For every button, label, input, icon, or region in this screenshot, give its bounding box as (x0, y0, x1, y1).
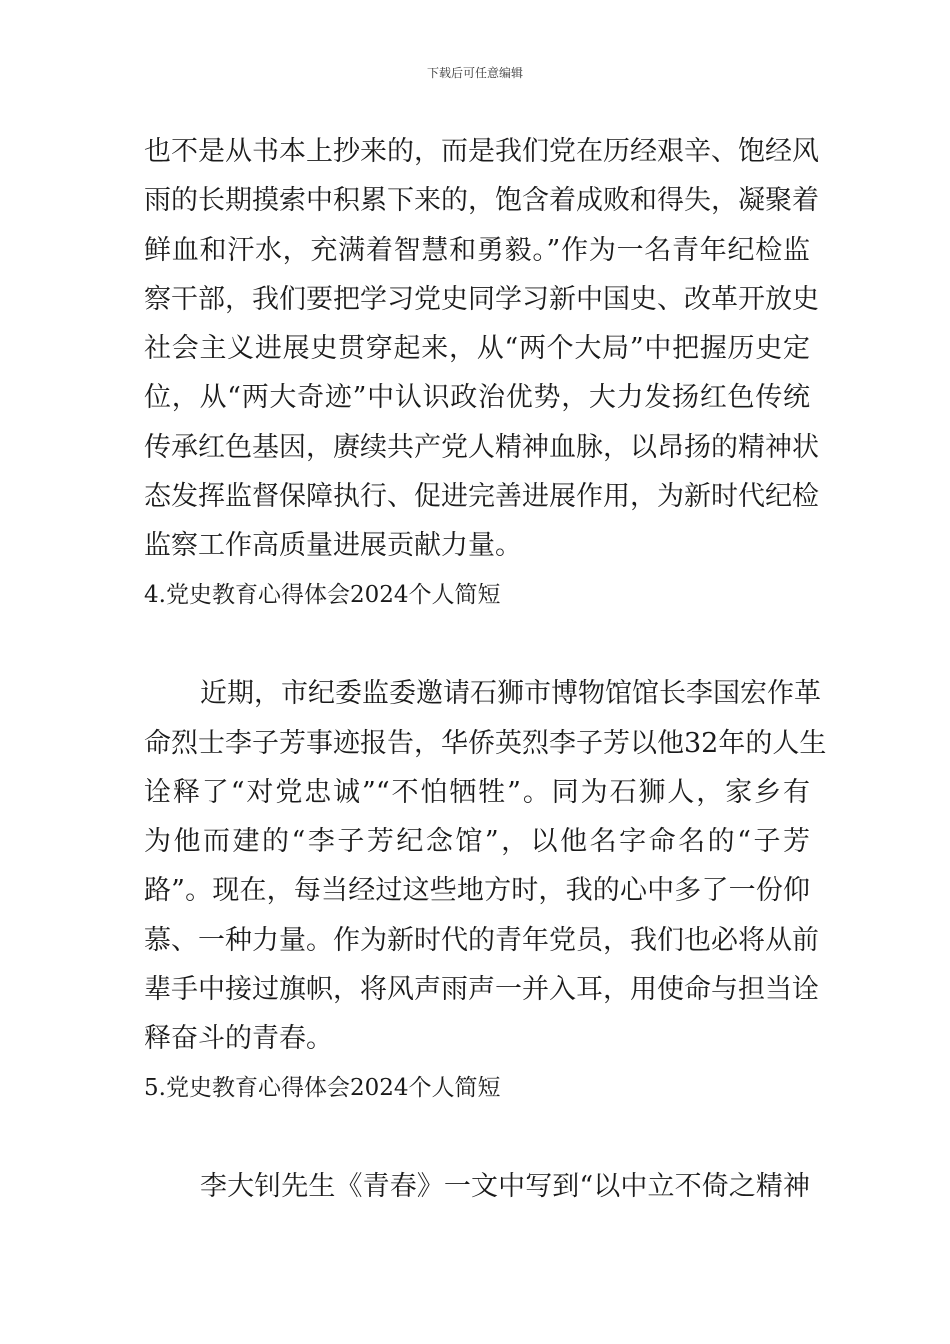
text-line: 雨的长期摸索中积累下来的，饱含着成败和得失，凝聚着 (144, 185, 819, 217)
section-heading-5: 5.党史教育心得体会2024个人简短 (144, 1074, 501, 1101)
paragraph-3 (144, 1162, 810, 1211)
text-line: 释奋斗的青春。 (144, 1023, 333, 1055)
paragraph-2 (144, 669, 827, 1063)
text-line: 位，从“两大奇迹”中认识政治优势，大力发扬红色传统 (144, 382, 810, 414)
text-line: 社会主义进展史贯穿起来，从“两个大局”中把握历史定 (144, 333, 810, 365)
text-line: 也不是从书本上抄来的，而是我们党在历经艰辛、饱经风 (144, 136, 819, 167)
page-header: 下载后可任意编辑 (426, 66, 523, 80)
paragraph-1 (144, 127, 819, 571)
text-line: 诠释了“对党忠诚”“不怕牺牲”。同为石狮人，家乡有 (144, 776, 810, 808)
section-heading-4: 4.党史教育心得体会2024个人简短 (144, 581, 501, 608)
text-line: 近期，市纪委监委邀请石狮市博物馆馆长李国宏作革 (200, 678, 821, 710)
text-line: 辈手中接过旗帜，将风声雨声一并入耳，用使命与担当诠 (144, 974, 819, 1006)
text-line: 李大钊先生《青春》一文中写到“以中立不倚之精神 (200, 1171, 810, 1203)
text-line: 传承红色基因，赓续共产党人精神血脉，以昂扬的精神状 (144, 431, 819, 463)
text-line: 路”。现在，每当经过这些地方时，我的心中多了一份仰 (144, 875, 810, 907)
blank-line (144, 1113, 810, 1162)
blank-line (144, 620, 810, 669)
text-line: 为他而建的“李子芳纪念馆”，以他名字命名的“子芳 (144, 826, 810, 858)
document-body (144, 127, 827, 1212)
text-line: 鲜血和汗水，充满着智慧和勇毅。”作为一名青年纪检监 (144, 234, 810, 266)
text-line: 态发挥监督保障执行、促进完善进展作用，为新时代纪检 (144, 481, 819, 513)
text-line: 察干部，我们要把学习党史同学习新中国史、改革开放史 (144, 283, 819, 315)
text-line: 慕、一种力量。作为新时代的青年党员，我们也必将从前 (144, 924, 819, 956)
text-line: 监察工作高质量进展贡献力量。 (144, 530, 522, 562)
text-line: 命烈士李子芳事迹报告，华侨英烈李子芳以他32年的人生 (144, 727, 827, 759)
